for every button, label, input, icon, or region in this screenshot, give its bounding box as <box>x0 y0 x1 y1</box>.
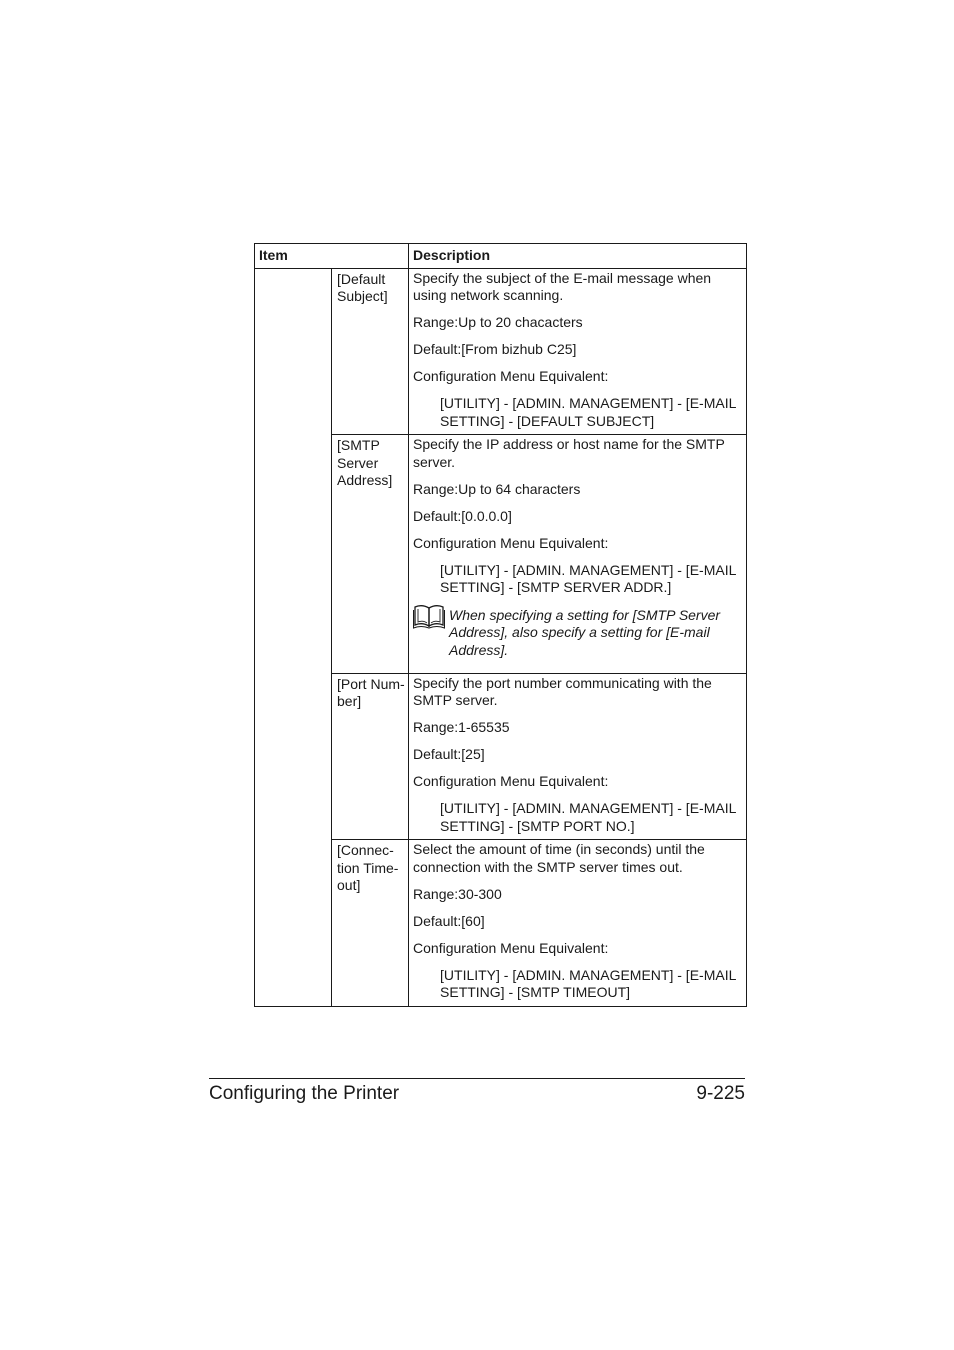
setting-name-line: Server <box>337 454 379 471</box>
table-header-row <box>255 244 747 269</box>
description-text: Specify the IP address or host name for the SMTP server. <box>413 436 725 470</box>
default-text: Default:[From bizhub C25] <box>413 341 577 357</box>
setting-name-line: [Default <box>337 270 386 287</box>
setting-name-connection-timeout <box>332 840 409 1007</box>
range-text: Range:1-65535 <box>413 719 510 735</box>
table-row <box>255 268 747 435</box>
setting-name-line: [Connec- <box>337 842 394 858</box>
settings-table <box>254 243 747 1007</box>
menu-path: [UTILITY] - [ADMIN. MANAGEMENT] - [E-MAIL SETTING] - [SMTP PORT NO.] <box>440 800 736 834</box>
note-block <box>413 606 744 669</box>
setting-name-line: [SMTP <box>337 437 380 453</box>
setting-name-line: tion Time- <box>337 859 399 876</box>
setting-name-line: Subject] <box>337 288 388 304</box>
setting-name-line: ber] <box>337 693 362 709</box>
setting-name-port-number <box>332 673 409 840</box>
footer-chapter-title: Configuring the Printer <box>209 1083 400 1104</box>
default-text: Default:[25] <box>413 746 485 762</box>
header-item: Item <box>255 244 409 269</box>
setting-description <box>409 435 747 674</box>
setting-name-line: out] <box>337 877 361 893</box>
default-text: Default:[0.0.0.0] <box>413 507 512 524</box>
header-description: Description <box>409 244 747 269</box>
note-text: When specifying a setting for [SMTP Server Address], also specify a setting for [E-mail Address]. <box>449 606 721 658</box>
book-note-icon <box>413 603 449 634</box>
setting-name-smtp-server-address <box>332 435 409 674</box>
description-text: Specify the subject of the E-mail message when using network scanning. <box>413 269 712 303</box>
description-text: Select the amount of time (in seconds) until the connection with the SMTP server times out. <box>413 841 705 875</box>
menu-path: [UTILITY] - [ADMIN. MANAGEMENT] - [E-MAIL SETTING] - [SMTP TIMEOUT] <box>440 966 736 1000</box>
range-text: Range:Up to 64 characters <box>413 480 581 497</box>
config-label: Configuration Menu Equivalent: <box>413 773 609 789</box>
config-label: Configuration Menu Equivalent: <box>413 939 609 956</box>
default-text: Default:[60] <box>413 912 485 929</box>
config-label: Configuration Menu Equivalent: <box>413 368 609 384</box>
setting-name-default-subject <box>332 268 409 435</box>
menu-path: [UTILITY] - [ADMIN. MANAGEMENT] - [E-MAIL SETTING] - [SMTP SERVER ADDR.] <box>440 561 736 595</box>
menu-path: [UTILITY] - [ADMIN. MANAGEMENT] - [E-MAIL SETTING] - [DEFAULT SUBJECT] <box>440 395 736 429</box>
setting-description <box>409 268 747 435</box>
setting-description <box>409 673 747 840</box>
setting-name-line: Address] <box>337 472 393 488</box>
setting-name-line: [Port Num- <box>337 675 405 692</box>
footer-divider <box>209 1078 745 1079</box>
range-text: Range:30-300 <box>413 885 502 902</box>
range-text: Range:Up to 20 chacacters <box>413 314 583 330</box>
description-text: Specify the port number communicating with the SMTP server. <box>413 674 712 708</box>
config-label: Configuration Menu Equivalent: <box>413 534 609 551</box>
setting-description <box>409 840 747 1007</box>
footer-page-number: 9-225 <box>696 1083 745 1104</box>
item-group-cell <box>255 268 332 1006</box>
